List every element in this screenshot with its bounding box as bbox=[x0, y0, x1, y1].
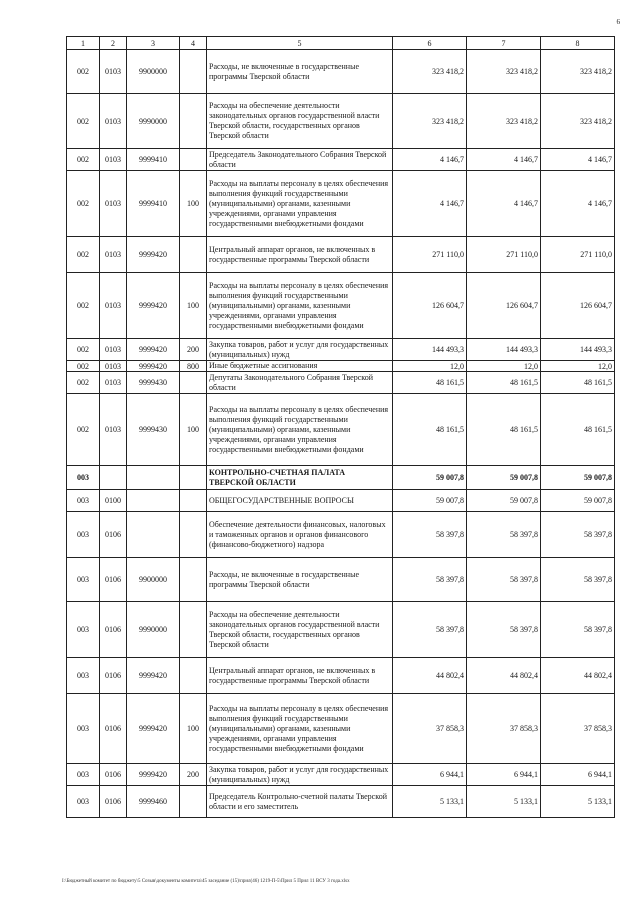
amount-cell-8: 323 418,2 bbox=[541, 94, 615, 149]
article-cell bbox=[127, 490, 180, 512]
amount-cell-6: 59 007,8 bbox=[393, 490, 467, 512]
header-cell: 8 bbox=[541, 37, 615, 50]
amount-cell-8: 58 397,8 bbox=[541, 512, 615, 558]
description-cell: Иные бюджетные ассигнования bbox=[207, 361, 393, 372]
description-cell: Закупка товаров, работ и услуг для государственных (муниципальных) нужд bbox=[207, 764, 393, 786]
expense-type-cell bbox=[180, 237, 207, 273]
expense-type-cell bbox=[180, 658, 207, 694]
table-row bbox=[67, 558, 615, 602]
expense-type-cell: 100 bbox=[180, 394, 207, 466]
expense-type-cell bbox=[180, 149, 207, 171]
amount-cell-8: 59 007,8 bbox=[541, 490, 615, 512]
description-cell: КОНТРОЛЬНО-СЧЕТНАЯ ПАЛАТА ТВЕРСКОЙ ОБЛАСТИ bbox=[207, 466, 393, 490]
article-cell: 9900000 bbox=[127, 50, 180, 94]
section-cell: 0103 bbox=[100, 361, 127, 372]
amount-cell-6: 12,0 bbox=[393, 361, 467, 372]
amount-cell-8: 271 110,0 bbox=[541, 237, 615, 273]
header-cell: 5 bbox=[207, 37, 393, 50]
description-cell: Расходы на выплаты персоналу в целях обеспечения выполнения функций государственными (муниципальными) органами, казенными учреждениями, органами управления государственными внебюджетными фондами bbox=[207, 273, 393, 339]
article-cell: 9999410 bbox=[127, 171, 180, 237]
code-cell: 002 bbox=[67, 361, 100, 372]
amount-cell-7: 4 146,7 bbox=[467, 171, 541, 237]
description-cell: Обеспечение деятельности финансовых, налоговых и таможенных органов и органов финансового (финансово-бюджетного) надзора bbox=[207, 512, 393, 558]
amount-cell-8: 126 604,7 bbox=[541, 273, 615, 339]
article-cell: 9999460 bbox=[127, 786, 180, 818]
amount-cell-6: 58 397,8 bbox=[393, 558, 467, 602]
amount-cell-8: 6 944,1 bbox=[541, 764, 615, 786]
amount-cell-7: 323 418,2 bbox=[467, 94, 541, 149]
expense-type-cell bbox=[180, 786, 207, 818]
amount-cell-6: 323 418,2 bbox=[393, 50, 467, 94]
description-cell: Расходы на выплаты персоналу в целях обеспечения выполнения функций государственными (муниципальными) органами, казенными учреждениями, органами управления государственными внебюджетными фондами bbox=[207, 694, 393, 764]
amount-cell-6: 6 944,1 bbox=[393, 764, 467, 786]
amount-cell-7: 4 146,7 bbox=[467, 149, 541, 171]
amount-cell-6: 44 802,4 bbox=[393, 658, 467, 694]
description-cell: Расходы на обеспечение деятельности законодательных органов государственной власти Тверской области, государственных органов Тверской области bbox=[207, 602, 393, 658]
table-row bbox=[67, 237, 615, 273]
description-cell: Центральный аппарат органов, не включенных в государственные программы Тверской области bbox=[207, 237, 393, 273]
article-cell: 9900000 bbox=[127, 558, 180, 602]
code-cell: 003 bbox=[67, 786, 100, 818]
header-cell: 6 bbox=[393, 37, 467, 50]
amount-cell-7: 59 007,8 bbox=[467, 490, 541, 512]
description-cell: Расходы на обеспечение деятельности законодательных органов государственной власти Тверской области, государственных органов Тверской области bbox=[207, 94, 393, 149]
article-cell bbox=[127, 466, 180, 490]
header-cell: 1 bbox=[67, 37, 100, 50]
code-cell: 003 bbox=[67, 764, 100, 786]
description-cell: Председатель Контрольно-счетной палаты Тверской области и его заместитель bbox=[207, 786, 393, 818]
description-cell: Закупка товаров, работ и услуг для государственных (муниципальных) нужд bbox=[207, 339, 393, 361]
article-cell: 9999420 bbox=[127, 339, 180, 361]
table-row bbox=[67, 764, 615, 786]
article-cell bbox=[127, 512, 180, 558]
code-cell: 002 bbox=[67, 394, 100, 466]
amount-cell-6: 323 418,2 bbox=[393, 94, 467, 149]
header-row bbox=[67, 37, 615, 50]
amount-cell-6: 48 161,5 bbox=[393, 394, 467, 466]
expense-type-cell bbox=[180, 558, 207, 602]
amount-cell-6: 37 858,3 bbox=[393, 694, 467, 764]
amount-cell-6: 271 110,0 bbox=[393, 237, 467, 273]
article-cell: 9990000 bbox=[127, 94, 180, 149]
header-cell: 3 bbox=[127, 37, 180, 50]
code-cell: 002 bbox=[67, 237, 100, 273]
section-cell: 0106 bbox=[100, 558, 127, 602]
header-cell: 7 bbox=[467, 37, 541, 50]
description-cell: Председатель Законодательного Собрания Тверской области bbox=[207, 149, 393, 171]
code-cell: 002 bbox=[67, 171, 100, 237]
table-row bbox=[67, 394, 615, 466]
amount-cell-6: 4 146,7 bbox=[393, 149, 467, 171]
amount-cell-7: 37 858,3 bbox=[467, 694, 541, 764]
expense-type-cell bbox=[180, 602, 207, 658]
expense-type-cell: 100 bbox=[180, 171, 207, 237]
code-cell: 002 bbox=[67, 372, 100, 394]
amount-cell-8: 48 161,5 bbox=[541, 372, 615, 394]
amount-cell-7: 126 604,7 bbox=[467, 273, 541, 339]
section-cell: 0106 bbox=[100, 658, 127, 694]
header-cell: 4 bbox=[180, 37, 207, 50]
expense-type-cell bbox=[180, 50, 207, 94]
table-row bbox=[67, 171, 615, 237]
amount-cell-8: 323 418,2 bbox=[541, 50, 615, 94]
amount-cell-7: 271 110,0 bbox=[467, 237, 541, 273]
amount-cell-8: 58 397,8 bbox=[541, 558, 615, 602]
amount-cell-6: 144 493,3 bbox=[393, 339, 467, 361]
description-cell: Расходы, не включенные в государственные программы Тверской области bbox=[207, 558, 393, 602]
table-row bbox=[67, 94, 615, 149]
table-row bbox=[67, 466, 615, 490]
code-cell: 003 bbox=[67, 558, 100, 602]
section-cell: 0100 bbox=[100, 490, 127, 512]
amount-cell-7: 144 493,3 bbox=[467, 339, 541, 361]
code-cell: 003 bbox=[67, 512, 100, 558]
section-cell bbox=[100, 466, 127, 490]
page-number: 6 bbox=[616, 18, 620, 26]
table-row bbox=[67, 786, 615, 818]
table-row bbox=[67, 361, 615, 372]
description-cell: ОБЩЕГОСУДАРСТВЕННЫЕ ВОПРОСЫ bbox=[207, 490, 393, 512]
article-cell: 9999420 bbox=[127, 658, 180, 694]
expense-type-cell: 200 bbox=[180, 339, 207, 361]
code-cell: 003 bbox=[67, 466, 100, 490]
header-cell: 2 bbox=[100, 37, 127, 50]
amount-cell-6: 126 604,7 bbox=[393, 273, 467, 339]
expense-type-cell: 100 bbox=[180, 273, 207, 339]
table-row bbox=[67, 149, 615, 171]
amount-cell-7: 323 418,2 bbox=[467, 50, 541, 94]
article-cell: 9999430 bbox=[127, 372, 180, 394]
description-cell: Депутаты Законодательного Собрания Тверской области bbox=[207, 372, 393, 394]
amount-cell-8: 58 397,8 bbox=[541, 602, 615, 658]
section-cell: 0106 bbox=[100, 694, 127, 764]
article-cell: 9999420 bbox=[127, 764, 180, 786]
amount-cell-8: 4 146,7 bbox=[541, 149, 615, 171]
section-cell: 0103 bbox=[100, 339, 127, 361]
amount-cell-8: 37 858,3 bbox=[541, 694, 615, 764]
amount-cell-6: 58 397,8 bbox=[393, 602, 467, 658]
code-cell: 002 bbox=[67, 50, 100, 94]
section-cell: 0103 bbox=[100, 50, 127, 94]
expense-type-cell: 800 bbox=[180, 361, 207, 372]
article-cell: 9999420 bbox=[127, 273, 180, 339]
description-cell: Центральный аппарат органов, не включенных в государственные программы Тверской области bbox=[207, 658, 393, 694]
section-cell: 0103 bbox=[100, 171, 127, 237]
amount-cell-6: 4 146,7 bbox=[393, 171, 467, 237]
section-cell: 0106 bbox=[100, 786, 127, 818]
amount-cell-8: 4 146,7 bbox=[541, 171, 615, 237]
section-cell: 0103 bbox=[100, 394, 127, 466]
amount-cell-7: 58 397,8 bbox=[467, 558, 541, 602]
expense-type-cell bbox=[180, 372, 207, 394]
code-cell: 003 bbox=[67, 490, 100, 512]
code-cell: 002 bbox=[67, 273, 100, 339]
article-cell: 9999420 bbox=[127, 237, 180, 273]
section-cell: 0103 bbox=[100, 94, 127, 149]
description-cell: Расходы, не включенные в государственные программы Тверской области bbox=[207, 50, 393, 94]
footer-file-path: I:\Бюджетный комитет по бюджету\5 Созыв\документы комитета\45 заседание (15)\прил(46) 1219-П-5\Прил 5 Прил 11 ВСУ 3 года.xlsx bbox=[62, 879, 350, 884]
article-cell: 9999430 bbox=[127, 394, 180, 466]
code-cell: 003 bbox=[67, 658, 100, 694]
code-cell: 003 bbox=[67, 694, 100, 764]
article-cell: 9990000 bbox=[127, 602, 180, 658]
amount-cell-8: 48 161,5 bbox=[541, 394, 615, 466]
amount-cell-7: 6 944,1 bbox=[467, 764, 541, 786]
description-cell: Расходы на выплаты персоналу в целях обеспечения выполнения функций государственными (муниципальными) органами, казенными учреждениями, органами управления государственными внебюджетными фондами bbox=[207, 394, 393, 466]
amount-cell-6: 5 133,1 bbox=[393, 786, 467, 818]
budget-table bbox=[66, 36, 615, 818]
section-cell: 0103 bbox=[100, 273, 127, 339]
amount-cell-7: 44 802,4 bbox=[467, 658, 541, 694]
amount-cell-7: 58 397,8 bbox=[467, 512, 541, 558]
article-cell: 9999420 bbox=[127, 694, 180, 764]
code-cell: 002 bbox=[67, 94, 100, 149]
amount-cell-7: 58 397,8 bbox=[467, 602, 541, 658]
table-row bbox=[67, 602, 615, 658]
expense-type-cell bbox=[180, 490, 207, 512]
amount-cell-8: 12,0 bbox=[541, 361, 615, 372]
expense-type-cell bbox=[180, 94, 207, 149]
amount-cell-7: 48 161,5 bbox=[467, 394, 541, 466]
expense-type-cell: 100 bbox=[180, 694, 207, 764]
table-row bbox=[67, 50, 615, 94]
table-row bbox=[67, 372, 615, 394]
amount-cell-6: 58 397,8 bbox=[393, 512, 467, 558]
amount-cell-8: 59 007,8 bbox=[541, 466, 615, 490]
amount-cell-8: 144 493,3 bbox=[541, 339, 615, 361]
amount-cell-6: 59 007,8 bbox=[393, 466, 467, 490]
amount-cell-7: 5 133,1 bbox=[467, 786, 541, 818]
amount-cell-6: 48 161,5 bbox=[393, 372, 467, 394]
table-row bbox=[67, 339, 615, 361]
code-cell: 002 bbox=[67, 149, 100, 171]
table-row bbox=[67, 512, 615, 558]
section-cell: 0106 bbox=[100, 512, 127, 558]
expense-type-cell: 200 bbox=[180, 764, 207, 786]
section-cell: 0103 bbox=[100, 372, 127, 394]
code-cell: 003 bbox=[67, 602, 100, 658]
description-cell: Расходы на выплаты персоналу в целях обеспечения выполнения функций государственными (муниципальными) органами, казенными учреждениями, органами управления государственными внебюджетными фондами bbox=[207, 171, 393, 237]
article-cell: 9999410 bbox=[127, 149, 180, 171]
code-cell: 002 bbox=[67, 339, 100, 361]
expense-type-cell bbox=[180, 466, 207, 490]
amount-cell-8: 5 133,1 bbox=[541, 786, 615, 818]
table-row bbox=[67, 658, 615, 694]
amount-cell-7: 12,0 bbox=[467, 361, 541, 372]
amount-cell-8: 44 802,4 bbox=[541, 658, 615, 694]
article-cell: 9999420 bbox=[127, 361, 180, 372]
section-cell: 0106 bbox=[100, 602, 127, 658]
table-row bbox=[67, 694, 615, 764]
expense-type-cell bbox=[180, 512, 207, 558]
amount-cell-7: 59 007,8 bbox=[467, 466, 541, 490]
table-row bbox=[67, 273, 615, 339]
section-cell: 0103 bbox=[100, 237, 127, 273]
table-row bbox=[67, 490, 615, 512]
amount-cell-7: 48 161,5 bbox=[467, 372, 541, 394]
section-cell: 0106 bbox=[100, 764, 127, 786]
section-cell: 0103 bbox=[100, 149, 127, 171]
